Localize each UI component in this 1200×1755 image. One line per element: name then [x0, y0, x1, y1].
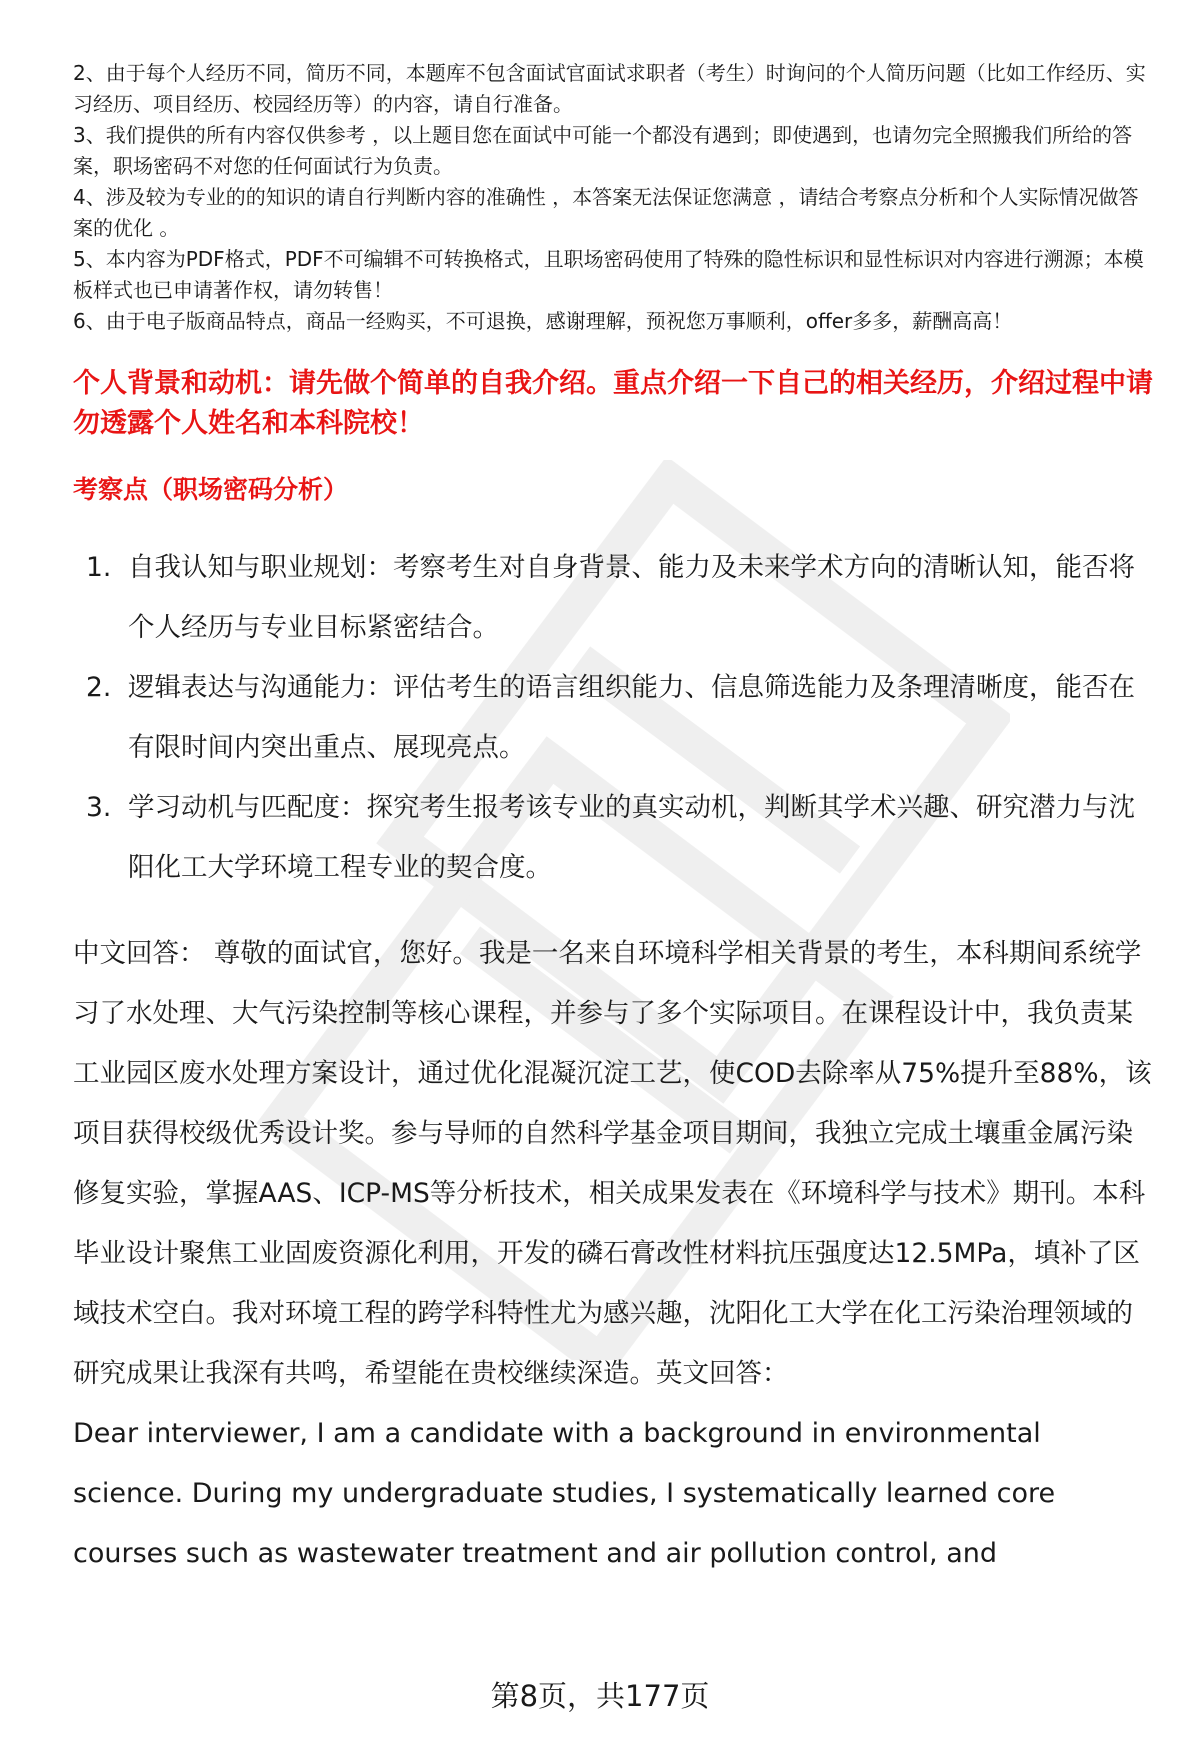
note-4: 4、涉及较为专业的的知识的请自行判断内容的准确性 ，本答案无法保证您满意 ，请结合考察点分析和个人实际情况做答案的优化 。	[73, 185, 1139, 240]
answer-english: Dear interviewer, I am a candidate with a background in environmental science. During my undergraduate studies, I systematically learned core courses such as wastewater treatment and air pollution control, and	[73, 1418, 1056, 1569]
list-item	[73, 538, 1153, 658]
note-6: 6、由于电子版商品特点，商品一经购买，不可退换，感谢理解，预祝您万事顺利，offer多多，薪酬高高！	[73, 309, 1013, 333]
page-number: 第8页，共177页	[490, 1679, 710, 1713]
list-item-number: 2.	[86, 672, 112, 703]
assessment-points-heading: 考察点（职场密码分析）	[73, 475, 349, 504]
note-3: 3、我们提供的所有内容仅供参考 ，以上题目您在面试中可能一个都没有遇到；即使遇到，也请勿完全照搬我们所给的答案，职场密码不对您的任何面试行为负责。	[73, 123, 1133, 178]
assessment-points-list	[73, 538, 1153, 898]
list-item-text: 自我认知与职业规划：考察考生对自身背景、能力及未来学术方向的清晰认知，能否将个人经历与专业目标紧密结合。	[128, 552, 1135, 643]
list-item	[73, 778, 1153, 898]
note-2: 2、由于每个人经历不同，简历不同，本题库不包含面试官面试求职者（考生）时询问的个人简历问题（比如工作经历、实习经历、项目经历、校园经历等）的内容，请自行准备。	[73, 61, 1146, 116]
interview-question: 个人背景和动机：请先做个简单的自我介绍。重点介绍一下自己的相关经历，介绍过程中请勿透露个人姓名和本科院校！	[73, 368, 1153, 439]
list-item-text: 学习动机与匹配度：探究考生报考该专业的真实动机，判断其学术兴趣、研究潜力与沈阳化工大学环境工程专业的契合度。	[128, 792, 1135, 883]
note-5: 5、本内容为PDF格式，PDF不可编辑不可转换格式，且职场密码使用了特殊的隐性标识和显性标识对内容进行溯源；本模板样式也已申请著作权，请勿转售！	[73, 247, 1144, 302]
document-page	[73, 58, 1153, 1584]
answer-chinese: 中文回答： 尊敬的面试官，您好。我是一名来自环境科学相关背景的考生，本科期间系统学习了水处理、大气污染控制等核心课程，并参与了多个实际项目。在课程设计中，我负责某工业园区废水处理方案设计，通过优化混凝沉淀工艺，使COD去除率从75%提升至88%，该项目获得校级优秀设计奖。参与导师的自然科学基金项目期间，我独立完成土壤重金属污染修复实验，掌握AAS、ICP-MS等分析技术，相关成果发表在《环境科学与技术》期刊。本科毕业设计聚焦工业固废资源化利用，开发的磷石膏改性材料抗压强度达12.5MPa，填补了区域技术空白。我对环境工程的跨学科特性尤为感兴趣，沈阳化工大学在化工污染治理领域的研究成果让我深有共鸣，希望能在贵校继续深造。英文回答：	[73, 938, 1152, 1389]
list-item-number: 3.	[86, 792, 112, 823]
list-item-number: 1.	[86, 552, 112, 583]
list-item-text: 逻辑表达与沟通能力：评估考生的语言组织能力、信息筛选能力及条理清晰度，能否在有限时间内突出重点、展现亮点。	[128, 672, 1135, 763]
list-item	[73, 658, 1153, 778]
